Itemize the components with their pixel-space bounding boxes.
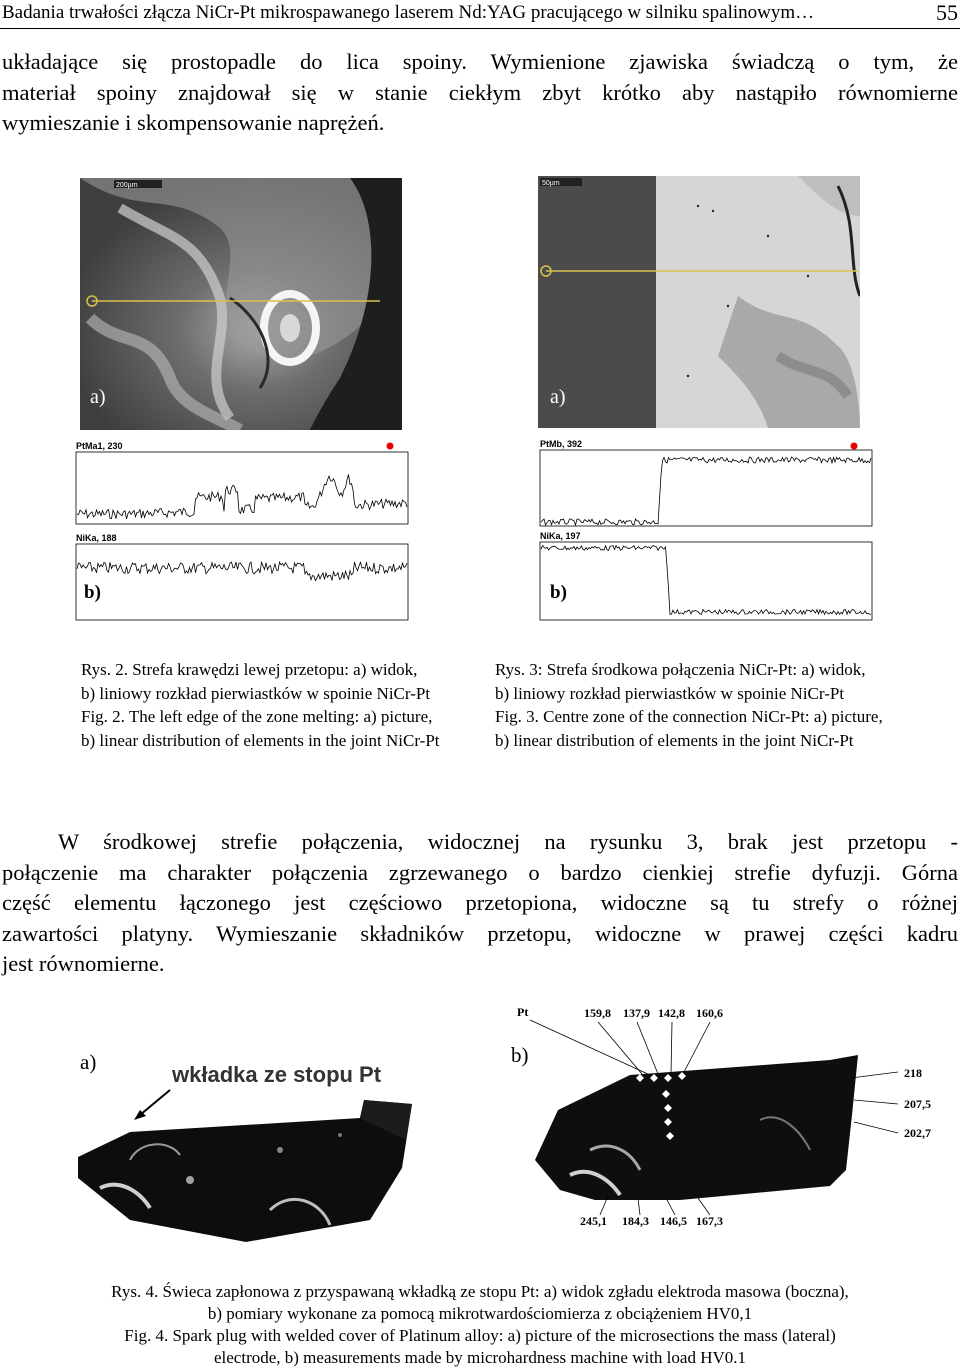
fig4-bottom-value: 146,5 [660,1214,687,1228]
fig4b-photo [500,1000,950,1235]
fig4a-electrode-image [60,1060,460,1250]
fig4-bottom-value: 245,1 [580,1214,607,1228]
fig4-bottom-value: 184,3 [622,1214,649,1228]
fig3-caption-pl-1: Rys. 3: Strefa środkowa połączenia NiCr-Pt: a) widok, [495,660,866,679]
fig3-caption [495,658,883,752]
intro-paragraph [2,47,958,139]
fig4-top-value: 159,8 [584,1006,611,1020]
fig2-caption-pl-2: b) liniowy rozkład pierwiastków w spoinie NiCr-Pt [81,683,431,703]
intro-line: wymieszanie i skompensowanie naprężeń. [2,110,385,135]
body-line: W środkowej strefie połączenia, widocznej na rysunku 3, brak jest przetopu - [58,829,958,854]
running-title: Badania trwałości złącza NiCr-Pt mikrospawanego laserem Nd:YAG pracującego w silniku spalinowym… [2,2,815,23]
body-line: zawartości platyny. Wymieszanie składników przetopu, widoczne w prawej części kadru [2,920,958,946]
fig3-pt-trace [541,457,871,525]
fig3-marker-dot [851,443,858,450]
fig2-caption-pl-1: Rys. 2. Strefa krawędzi lewej przetopu: a) widok, [81,660,418,679]
fig2-scale-text: 200µm [116,182,138,189]
fig4-right-value: 218 [904,1066,922,1080]
fig3-line-scan-plot [538,436,878,626]
fig4-top-value: 137,9 [623,1006,650,1020]
intro-line: materiał spoiny znajdował się w stanie ciekłym zbyt krótko aby nastąpiło równomierne [2,79,958,105]
body-paragraph [2,827,958,980]
body-line: połączenie ma charakter połączenia zgrzewanego o bardzo cienkiej strefie dyfuzji. Górna [2,859,958,885]
fig4-pt-label: Pt [517,1005,529,1019]
fig2-label-b: b) [84,582,101,603]
fig3-caption-en-1: Fig. 3. Centre zone of the connection NiCr-Pt: a) picture, [495,707,883,726]
fig3-line-scan [538,436,878,626]
fig4-right-value: 202,7 [904,1126,931,1140]
fig4-caption-en-2: electrode, b) measurements made by microhardness machine with load HV0.1 [213,1348,747,1367]
fig2-micrograph-image [80,178,402,430]
fig3-micrograph [538,176,860,428]
fig3-ni-trace [541,546,871,615]
fig4-top-value: 160,6 [696,1006,723,1020]
fig4a-photo [60,1060,460,1250]
fig3-caption-en-2: b) linear distribution of elements in the joint NiCr-Pt [495,730,854,750]
fig4-caption-en-1: Fig. 4. Spark plug with welded cover of Platinum alloy: a) picture of the microsections the mass (lateral) [124,1326,836,1345]
fig2-ni-trace [77,562,407,581]
running-header [0,0,960,29]
fig4-right-value: 207,5 [904,1097,931,1111]
fig4-caption-pl-2: b) pomiary wykonane za pomocą mikrotwardościomierza z obciążeniem HV0,1 [207,1304,753,1323]
fig2-pt-trace [77,474,407,519]
fig2-caption-en-2: b) linear distribution of elements in the joint NiCr-Pt [81,730,440,750]
fig4-insert-label: wkładka ze stopu Pt [172,1062,382,1087]
fig4-label-b: b) [511,1043,529,1067]
fig2-line-scan-plot [74,438,410,628]
fig2-marker-dot [387,443,394,450]
fig3-caption-pl-2: b) liniowy rozkład pierwiastków w spoinie NiCr-Pt [495,683,845,703]
page-number: 55 [936,0,958,25]
fig3-scale-text: 50µm [542,180,560,187]
fig4-bottom-value: 167,3 [696,1214,723,1228]
fig2-plot1-label: PtMa1, 230 [76,441,123,451]
fig2-label-a: a) [90,386,106,408]
fig4b-electrode-image [500,1000,950,1235]
fig2-caption [81,658,440,752]
body-line: jest równomierne. [2,951,165,976]
intro-line: układające się prostopadle do lica spoiny. Wymienione zjawiska świadczą o tym, że [2,49,958,74]
fig3-plot1-label: PtMb, 392 [540,439,583,449]
fig4-top-value: 142,8 [658,1006,685,1020]
fig2-micrograph [80,178,402,430]
fig3-micrograph-image [538,176,860,428]
fig2-caption-en-1: Fig. 2. The left edge of the zone melting: a) picture, [81,707,433,726]
body-line: część elementu łączonego jest częściowo przetopiona, widoczne są tu strefy o różnej [2,890,958,915]
fig2-line-scan [74,438,410,628]
fig4-caption-pl-1: Rys. 4. Świeca zapłonowa z przyspawaną wkładką ze stopu Pt: a) widok zgładu elektroda masowa (boczna), [111,1282,849,1301]
fig3-plot2-label: NiKa, 197 [540,531,581,541]
fig3-label-b: b) [550,582,567,603]
fig4-label-a: a) [80,1050,97,1074]
fig4-caption [0,1281,960,1369]
fig2-plot2-label: NiKa, 188 [76,533,117,543]
fig3-label-a: a) [550,386,566,408]
